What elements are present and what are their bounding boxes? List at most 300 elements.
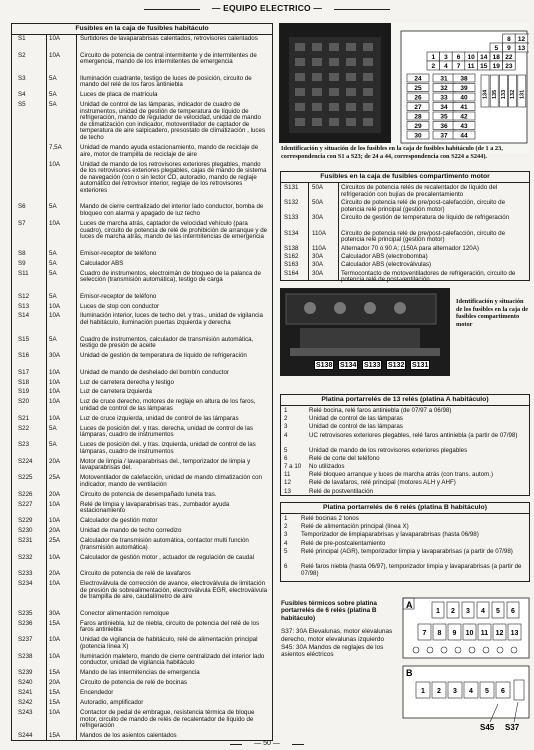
fuse-code: S232 bbox=[18, 553, 33, 561]
relay-number: 11 bbox=[480, 630, 489, 637]
row-code: 7 a 10 bbox=[284, 463, 302, 470]
fuse-description: Calculador ABS bbox=[80, 259, 124, 267]
fuse-code: S3 bbox=[18, 74, 26, 82]
fuse-label-s37: S37 bbox=[505, 723, 520, 732]
fuse-slot bbox=[363, 58, 373, 66]
fuse-code: S11 bbox=[18, 269, 29, 277]
fuse-number: 15 bbox=[480, 62, 488, 70]
fuse-code: S15 bbox=[18, 335, 30, 343]
fuse-number: 34 bbox=[440, 103, 448, 111]
fuse-number: 41 bbox=[460, 103, 468, 111]
relay-number: 2 bbox=[437, 688, 441, 695]
footer-rule bbox=[292, 744, 304, 745]
fuse-description: Calculador de gestión motor , actuador de regulación de caudal bbox=[80, 553, 255, 561]
relay-number: 131 bbox=[519, 89, 526, 99]
relay-table-b-title: Platina portarrelés de 6 relés (platina B habitáculo) bbox=[281, 503, 529, 514]
row-code: 11 bbox=[284, 471, 291, 479]
fuse-cell bbox=[528, 43, 529, 52]
fuse-slot bbox=[346, 103, 356, 111]
fuse-number: 35 bbox=[440, 113, 448, 121]
fuse-number: 5 bbox=[494, 44, 499, 52]
footer-rule bbox=[230, 744, 242, 745]
row-description: Relé de corte del teléfono bbox=[309, 454, 380, 462]
fuse-description: Motor de limpia / lavaparabrisas del., temporizador de limpia y lavaparabrisas del. bbox=[80, 457, 251, 472]
fuse-slot bbox=[346, 43, 356, 51]
fuse-code: S9 bbox=[18, 259, 26, 267]
fuse-amperage: 10A bbox=[49, 500, 61, 508]
fuse-number: 23 bbox=[505, 62, 513, 70]
relay-number: 13 bbox=[510, 630, 519, 637]
page-footer bbox=[0, 740, 534, 747]
fuse-code: S229 bbox=[18, 517, 33, 525]
fuse-number: 3 bbox=[444, 53, 448, 61]
fuse-amperage: 10A bbox=[49, 398, 61, 406]
fuse-number: 42 bbox=[460, 113, 468, 121]
fuse-slot bbox=[363, 103, 373, 111]
row-description: Unidad de control de las lámparas bbox=[309, 415, 403, 423]
fuse-amperage: 25A bbox=[49, 537, 61, 545]
fuse-amperage: 10A bbox=[49, 580, 61, 588]
fuse-description: Unidad de mando de techo corredizo bbox=[80, 527, 182, 535]
row-code: 3 bbox=[284, 423, 288, 431]
fuse-description: Unidad de mando ayuda estacionamiento, mando de reciclaje de aire, motor de trampilla de reciclaje de aire bbox=[80, 143, 259, 158]
fuse-number: 25 bbox=[414, 84, 422, 92]
column-divider bbox=[338, 183, 339, 280]
row-code: S134 bbox=[284, 229, 299, 237]
fuse-amperage: 10A bbox=[49, 708, 61, 716]
row-amperage: 50A bbox=[312, 184, 324, 191]
page-number: — 50 — bbox=[254, 740, 280, 747]
relay-number: 6 bbox=[511, 608, 515, 615]
fuse-amperage: 15A bbox=[49, 669, 61, 677]
fuse-description: Cuadro de instrumentos, calculador de transmisión automática, testigo de presión de aceite bbox=[80, 335, 254, 350]
row-amperage: 30A bbox=[312, 269, 324, 277]
column-divider bbox=[308, 183, 309, 280]
fuse-description: Mando de las intermitencias de emergencia bbox=[80, 669, 200, 677]
fuse-number: 30 bbox=[414, 132, 422, 140]
fuse-slot bbox=[295, 118, 305, 126]
fuse-number: 43 bbox=[460, 122, 468, 130]
fuse-slot bbox=[363, 88, 373, 96]
row-code: 4 bbox=[284, 431, 288, 439]
row-code: S131 bbox=[284, 184, 299, 191]
fuse-amperage: 10A bbox=[49, 312, 61, 320]
plate-a-label: A bbox=[406, 600, 413, 610]
fuse-code: S8 bbox=[18, 249, 26, 257]
fuse-description: Contactor de pedal de embrague, resistencia térmica de bloque motor, circuito de mando de relés de recalentador de líquido de refrigeración bbox=[80, 708, 255, 730]
fuse-label-s132: S132 bbox=[388, 362, 405, 369]
relay-number: 134 bbox=[482, 89, 489, 99]
fuse-code: S234 bbox=[18, 580, 33, 588]
fuse-amperage: 15A bbox=[49, 689, 61, 697]
fuse-code: S233 bbox=[18, 570, 33, 578]
row-amperage: 30A bbox=[312, 253, 324, 261]
fuse-amperage: 20A bbox=[49, 679, 61, 687]
row-code: 2 bbox=[284, 523, 288, 531]
fuse-description: Unidad de control de las lámparas, indicador de cuadro de instrumentos, unidad de gestión de temperatura de líquido de refrigeración, mando de regulador de velocidad, unidad de mando de climatización con indicador, motoventilador de captador de temperatura de aire salpicadero, presostato de climatización , luces de techo bbox=[80, 101, 266, 142]
row-description: Alternador 70 ó 90 A; (150A para alternador 120A) bbox=[341, 244, 479, 252]
fuse-label-s133: S133 bbox=[364, 362, 381, 369]
fuse-slot bbox=[346, 58, 356, 66]
fuse-code: S20 bbox=[18, 398, 30, 406]
thermal-fuse-s45: S45: 30A Mandos de reglajes de los asientos eléctricos bbox=[281, 644, 384, 659]
plate-b-label: B bbox=[406, 668, 413, 678]
fuse-code: S1 bbox=[18, 35, 26, 42]
fuse-amperage: 10A bbox=[49, 160, 61, 168]
fuse-slot bbox=[346, 88, 356, 96]
page-header bbox=[0, 3, 534, 15]
row-description: Relé de postventilación bbox=[309, 487, 373, 495]
fuse-number: 9 bbox=[507, 44, 511, 52]
fuse-description: Cuadro de instrumentos, electroimán de bloqueo de la palanca de selección (transmisión automática), testigo de carga bbox=[80, 269, 261, 284]
fuse-amperage: 5A bbox=[49, 335, 57, 343]
row-code: 13 bbox=[284, 487, 291, 495]
fuse-code: S244 bbox=[18, 732, 33, 740]
fuse-amperage: 10A bbox=[49, 388, 61, 396]
fuse-description: Luces de posición del. y tras. derecha, unidad de control de las lámparas, cuadro de instrumentos bbox=[80, 424, 254, 439]
fuse-cell bbox=[528, 34, 529, 43]
row-description: Relé de lavafaros, relé principal (motores ALH y AHF) bbox=[309, 479, 456, 487]
row-code: 4 bbox=[284, 539, 288, 547]
relay-number: 12 bbox=[495, 630, 504, 637]
fuse-amperage: 20A bbox=[49, 527, 61, 535]
fuse-amperage: 5A bbox=[49, 101, 57, 109]
row-code: S132 bbox=[284, 199, 299, 207]
relay-table-b bbox=[280, 502, 530, 582]
fuse-number: 7 bbox=[456, 62, 461, 70]
fuse-description: Unidad de gestión de temperatura de líquido de refrigeración bbox=[80, 352, 247, 360]
fuse-description: Conector alimentación remolque bbox=[80, 609, 170, 617]
fuse-amperage: 25A bbox=[49, 474, 61, 482]
fuse-description: Luces de placa de matrícula bbox=[80, 91, 158, 99]
fuse-slot bbox=[346, 73, 356, 81]
column-divider bbox=[76, 35, 77, 740]
fuse-code: S18 bbox=[18, 378, 30, 386]
fuse-slot bbox=[329, 103, 339, 111]
row-description: UC retrovisores exteriores plegables, relé faros antiniebla (a partir de 07/98) bbox=[309, 431, 518, 439]
fuse-code: S235 bbox=[18, 609, 33, 617]
fuse-description: Circuito de potencia de relé de lavafaros bbox=[80, 570, 191, 578]
fuse-number: 33 bbox=[440, 94, 448, 102]
fuse-description: Unidad de vigilancia de habitáculo, relé de alimentación principal (potencia línea X) bbox=[80, 636, 258, 650]
relay-table-a-body bbox=[281, 406, 529, 495]
row-code: 6 bbox=[284, 562, 288, 570]
fuse-amperage: 30A bbox=[49, 352, 61, 360]
row-amperage: 110A bbox=[312, 229, 326, 237]
fuse-number: 32 bbox=[440, 84, 448, 92]
fuse-number: 40 bbox=[460, 94, 468, 102]
row-code: S162 bbox=[284, 253, 299, 261]
row-code: 5 bbox=[284, 446, 288, 454]
fuse-description: Mando de cierre centralizado del interior lado conductor, bomba de bloqueo con alarma y apagado de luz techo bbox=[80, 203, 264, 218]
relay-table-a-title: Platina portarrelés de 13 relés (platina A habitáculo) bbox=[281, 395, 529, 406]
relay-plate-diagram bbox=[402, 596, 530, 736]
relay-number: 135 bbox=[491, 89, 498, 99]
fuse-number: 18 bbox=[492, 53, 500, 61]
fuse-number: 11 bbox=[467, 62, 475, 70]
fuse-number: 6 bbox=[456, 53, 461, 61]
fuse-amperage: 10A bbox=[49, 517, 61, 525]
row-code: 6 bbox=[284, 454, 288, 462]
fuse-code: S230 bbox=[18, 527, 33, 535]
relay-number: 8 bbox=[437, 630, 442, 637]
fuse-label-s138: S138 bbox=[316, 362, 333, 369]
fuse-amperage: 10A bbox=[49, 414, 61, 422]
fuse-code: S242 bbox=[18, 699, 33, 707]
fuse-description: Autoradio, amplificador bbox=[80, 699, 144, 707]
header-rule-right bbox=[334, 9, 390, 10]
fuse-code: S4 bbox=[18, 91, 26, 99]
fuse-description: Surtidores de lavaparabrisas calentados, retrovisores calentados bbox=[80, 35, 258, 42]
fuse-code: S6 bbox=[18, 203, 26, 211]
fuse-number: 10 bbox=[467, 53, 475, 61]
fuse-table-motor-body bbox=[281, 183, 529, 284]
relay-number: 4 bbox=[481, 608, 485, 615]
fuse-amperage: 15A bbox=[49, 619, 61, 627]
fuse-number: 26 bbox=[414, 94, 422, 102]
row-amperage: 30A bbox=[312, 214, 324, 222]
fuse-code: S19 bbox=[18, 388, 30, 396]
row-description: Circuito de potencia relé de pre/post-calefacción, circuito de potencia relé principal (gestión motor) bbox=[341, 229, 506, 244]
fuse-slot bbox=[346, 118, 356, 126]
fuse-number: 13 bbox=[517, 44, 526, 52]
fuse-box-caption: Identificación y situación de los fusibles en la caja de fusibles habitáculo (de 1 a 23, correspondencia con S1 a S23; de 24 a 44, correspondencia con S224 a S244). bbox=[281, 145, 503, 160]
fuse-box-diagram bbox=[279, 23, 529, 153]
fuse-description: Luz de cruce derecho, motores de reglaje en altura de los faros, unidad de control de las lámparas bbox=[80, 398, 256, 412]
fuse-description: Encendedor bbox=[80, 689, 114, 697]
fuse-amperage: 20A bbox=[49, 490, 61, 498]
fuse-code: S23 bbox=[18, 441, 30, 449]
fuse-table-habitaculo bbox=[11, 23, 273, 741]
fuse-amperage: 10A bbox=[49, 652, 61, 660]
relay-number: 3 bbox=[453, 688, 457, 695]
row-description: Circuito de potencia relé de pre/post-calefacción, circuito de potencia relé principal (gestión motor) bbox=[341, 199, 506, 213]
fuse-slot bbox=[329, 58, 339, 66]
fuse-number: 4 bbox=[444, 62, 448, 70]
row-description: Relé de pre-postcalentamiento bbox=[301, 539, 386, 547]
row-description: Circuito de gestión de temperatura de líquido de refrigeración bbox=[341, 214, 510, 222]
row-code: S164 bbox=[284, 269, 299, 277]
fuse-description: Iluminación interior, luces de techo del. y tras., unidad de vigilancia del habitáculo, iluminación puertas izquierda y derecha bbox=[80, 312, 263, 327]
fuse-code: S17 bbox=[18, 368, 30, 376]
relay-number: 133 bbox=[501, 89, 507, 99]
header-title: — EQUIPO ELECTRICO — bbox=[211, 3, 323, 13]
fuse-slot bbox=[312, 103, 322, 111]
row-code: 1 bbox=[284, 515, 288, 522]
fuse-slot bbox=[312, 73, 322, 81]
row-description: No utilizados bbox=[309, 463, 345, 470]
fuse-number: 29 bbox=[414, 122, 422, 130]
row-description: Temporizador de limpiaparabrisas y lavaparabrisas (hasta 06/98) bbox=[301, 531, 479, 539]
fuse-label-s134: S134 bbox=[340, 362, 357, 369]
thermal-fuses-title: Fusibles térmicos sobre platina portarrelés de 6 relés (platina B habitáculo) bbox=[281, 600, 377, 622]
fuse-slot bbox=[363, 73, 373, 81]
fuse-code: S5 bbox=[18, 101, 26, 109]
fuse-number: 1 bbox=[431, 53, 436, 61]
fuse-amperage: 5A bbox=[49, 441, 57, 449]
fuse-code: S239 bbox=[18, 669, 33, 677]
fuse-slot bbox=[363, 43, 373, 51]
fuse-description: Faros antiniebla, luz de niebla, circuito de potencia del relé de los faros antiniebla bbox=[80, 619, 260, 634]
relay-table-b-body bbox=[281, 514, 529, 581]
fuse-description: Emisor-receptor de teléfono bbox=[80, 292, 157, 300]
fuse-code: S13 bbox=[18, 302, 30, 310]
fuse-description: Unidad de mando de los retrovisores exteriores plegables, mando de los retrovisores exteriores plegables, cajas de mando de sistema de navegación (con o sin lector CD, autoradio, mando de reglaje automático del retrovisor interior, reglaje de los retrovisores exteriores bbox=[80, 160, 267, 194]
fuse-slot bbox=[295, 58, 305, 66]
relay-number: 10 bbox=[465, 630, 474, 637]
fuse-amperage: 15A bbox=[49, 732, 61, 740]
relay-number: 5 bbox=[496, 608, 500, 615]
fuse-slot bbox=[329, 118, 339, 126]
fuse-code: S231 bbox=[18, 537, 33, 545]
thermal-fuse-s37: S37: 30A Elevalunas, motor elevalunas derecho, motor elevalunas izquierdo bbox=[281, 628, 393, 643]
row-description: Relé bocina, relé faros antiniebla (de 07/97 a 06/98) bbox=[309, 407, 452, 414]
relay-number: 1 bbox=[421, 688, 425, 695]
fuse-slot bbox=[312, 118, 322, 126]
row-description: Relé bloqueo arranque y luces de marcha atrás (con trans. autom.) bbox=[309, 471, 494, 479]
fuse-description: Motoventilador de calefacción, unidad de mando climatización con indicador, mando de ventilación bbox=[80, 474, 262, 488]
fuse-slot bbox=[295, 103, 305, 111]
fuse-description: Circuito de potencia de central intermitente y de intermitentes de emergencia, mando de los intermitentes de emergencia bbox=[80, 51, 257, 66]
row-code: 5 bbox=[284, 547, 288, 555]
fuse-description: Circuito de potencia de desempañado luneta tras. bbox=[80, 490, 217, 498]
fuse-slot bbox=[329, 73, 339, 81]
fuse-code: S227 bbox=[18, 500, 33, 508]
row-description: Relé principal (AGR), temporizador limpia y lavaparabrisas (a partir de 07/98) bbox=[301, 547, 513, 555]
fuse-amperage: 10A bbox=[49, 219, 61, 227]
fuse-slot bbox=[312, 88, 322, 96]
fuse-amperage: 10A bbox=[49, 51, 61, 59]
fuse-amperage: 30A bbox=[49, 609, 61, 617]
fuse-code: S241 bbox=[18, 689, 33, 697]
fuse-slot bbox=[295, 73, 305, 81]
row-description: Unidad de control de las lámparas bbox=[309, 423, 403, 431]
row-code: S163 bbox=[284, 261, 299, 269]
fuse-code: S16 bbox=[18, 352, 30, 360]
fuse-code: S237 bbox=[18, 636, 33, 644]
fuse-slot bbox=[312, 43, 322, 51]
fuse-description: Unidad de mando de deshelado del bombín conductor bbox=[80, 368, 229, 376]
fuse-amperage: 5A bbox=[49, 292, 57, 300]
fuse-description: Luces de posición del. y tras. izquierda, unidad de control de las lámparas, cuadro de instrumentos bbox=[80, 441, 256, 455]
fuse-number: 8 bbox=[507, 35, 511, 43]
fuse-slot bbox=[329, 88, 339, 96]
fuse-slot bbox=[329, 43, 339, 51]
fuse-description: Relé de limpia y lavaparabrisas tras., zumbador ayuda estacionamiento bbox=[80, 500, 230, 515]
fuse-amperage: 5A bbox=[49, 424, 57, 432]
fuse-description: Electroválvula de corrección de avance, electroválvula de limitación de presión de sobrealimentación, electroválvula EGR, electroválvula de trampilla de aire, caudalímetro de aire bbox=[80, 580, 268, 601]
row-code: S133 bbox=[284, 214, 299, 222]
relay-number: 132 bbox=[510, 89, 517, 99]
fuse-slot bbox=[295, 88, 305, 96]
fuse-amperage: 5A bbox=[49, 74, 57, 82]
fuse-code: S14 bbox=[18, 312, 30, 320]
fuse-slot bbox=[312, 58, 322, 66]
fuse-code: S224 bbox=[18, 457, 33, 465]
row-description: Calculador ABS (electrobomba) bbox=[341, 253, 428, 261]
fuse-code: S21 bbox=[18, 414, 30, 422]
fuse-description: Emisor-receptor de teléfono bbox=[80, 249, 157, 257]
fuse-number: 37 bbox=[440, 132, 448, 140]
fuse-number: 24 bbox=[414, 75, 422, 83]
fuse-table-habitaculo-body bbox=[12, 35, 272, 740]
row-amperage: 110A bbox=[312, 244, 326, 252]
row-code: 2 bbox=[284, 415, 288, 423]
fuse-code: S2 bbox=[18, 51, 26, 59]
engine-fuse-caption: Identificación y situación de los fusibles en la caja de fusibles compartimento motor bbox=[456, 298, 529, 328]
fuse-label-s45: S45 bbox=[480, 723, 495, 732]
relay-number: 4 bbox=[469, 688, 473, 695]
engine-fuse-photo bbox=[280, 288, 450, 376]
row-code: 3 bbox=[284, 531, 288, 539]
thermal-fuses-note bbox=[281, 600, 396, 659]
fuse-amperage: 20A bbox=[49, 457, 61, 465]
fuse-code: S12 bbox=[18, 292, 30, 300]
relay-number: 1 bbox=[436, 608, 440, 615]
fuse-slot bbox=[363, 118, 373, 126]
fuse-number: 31 bbox=[440, 75, 448, 83]
fuse-amperage: 5A bbox=[49, 91, 57, 99]
fuse-number: 39 bbox=[460, 84, 468, 92]
fuse-amperage: 10A bbox=[49, 35, 61, 42]
row-description: Termocontacto de motoventiladores de refrigeración, circuito de potencia relé de post-ventilación bbox=[341, 269, 516, 284]
fuse-amperage: 5A bbox=[49, 203, 57, 211]
row-amperage: 50A bbox=[312, 199, 324, 207]
fuse-code: S225 bbox=[18, 474, 33, 482]
fuse-amperage: 10A bbox=[49, 378, 61, 386]
row-description: Relé de alimentación principal (línea X) bbox=[301, 523, 409, 531]
fuse-table-habitaculo-title: Fusibles en la caja de fusibles habitáculo bbox=[12, 24, 272, 35]
fuse-code: S22 bbox=[18, 424, 30, 432]
fuse-slot bbox=[295, 43, 305, 51]
fuse-number: 14 bbox=[480, 53, 488, 61]
fuse-amperage: 5A bbox=[49, 249, 57, 257]
relay-number: 3 bbox=[466, 608, 470, 615]
fuse-code: S243 bbox=[18, 708, 33, 716]
fuse-number: 27 bbox=[414, 103, 422, 111]
relay-number: 5 bbox=[485, 688, 489, 695]
row-description: Relé bocinas 2 tonos bbox=[301, 515, 359, 522]
row-description: Unidad de mando de los retrovisores exteriores plegables bbox=[309, 446, 468, 454]
relay-number: 7 bbox=[422, 630, 427, 637]
fuse-number: 38 bbox=[460, 75, 468, 83]
fuse-description: Luz de cruce izquierda, unidad de control de las lámparas bbox=[80, 414, 239, 422]
fuse-amperage: 5A bbox=[49, 269, 57, 277]
fuse-amperage: 10A bbox=[49, 302, 61, 310]
fuse-amperage: 10A bbox=[49, 636, 61, 644]
fuse-code: S7 bbox=[18, 219, 26, 227]
fuse-code: S240 bbox=[18, 679, 33, 687]
relay-number: 2 bbox=[451, 608, 455, 615]
fuse-number: 22 bbox=[505, 53, 513, 61]
fuse-number: 12 bbox=[517, 35, 526, 43]
fuse-description: Iluminación cuadrante, testigo de luces de posición, circuito de mando del relé de los faros antiniebla bbox=[80, 74, 252, 89]
relay-number: 6 bbox=[501, 688, 505, 695]
fuse-number: 19 bbox=[492, 62, 500, 70]
fuse-code: S238 bbox=[18, 652, 33, 660]
fuse-table-motor bbox=[280, 171, 530, 284]
fuse-description: Calculador de gestión motor bbox=[80, 517, 158, 525]
fuse-description: Calculador de transmisión automática, contactor multi función (transmisión automática) bbox=[80, 537, 249, 551]
row-code: 12 bbox=[284, 479, 291, 487]
relay-table-a bbox=[280, 394, 530, 496]
fuse-description: Luces de stop con conductor bbox=[80, 302, 160, 310]
fuse-description: Luces de marcha atrás, captador de velocidad vehículo (para cuadro), circuito de potencia de relé de prohibición de arranque y de luces de marcha atrás, mando de las intermitencias de emergencia bbox=[80, 219, 268, 241]
fuse-amperage: 20A bbox=[49, 570, 61, 578]
fuse-amperage: 10A bbox=[49, 553, 61, 561]
row-description: Circuitos de potencia relés de recalentador de líquido del refrigeración con bujías de precalentamiento bbox=[341, 184, 498, 198]
fuse-number: 28 bbox=[414, 113, 422, 121]
